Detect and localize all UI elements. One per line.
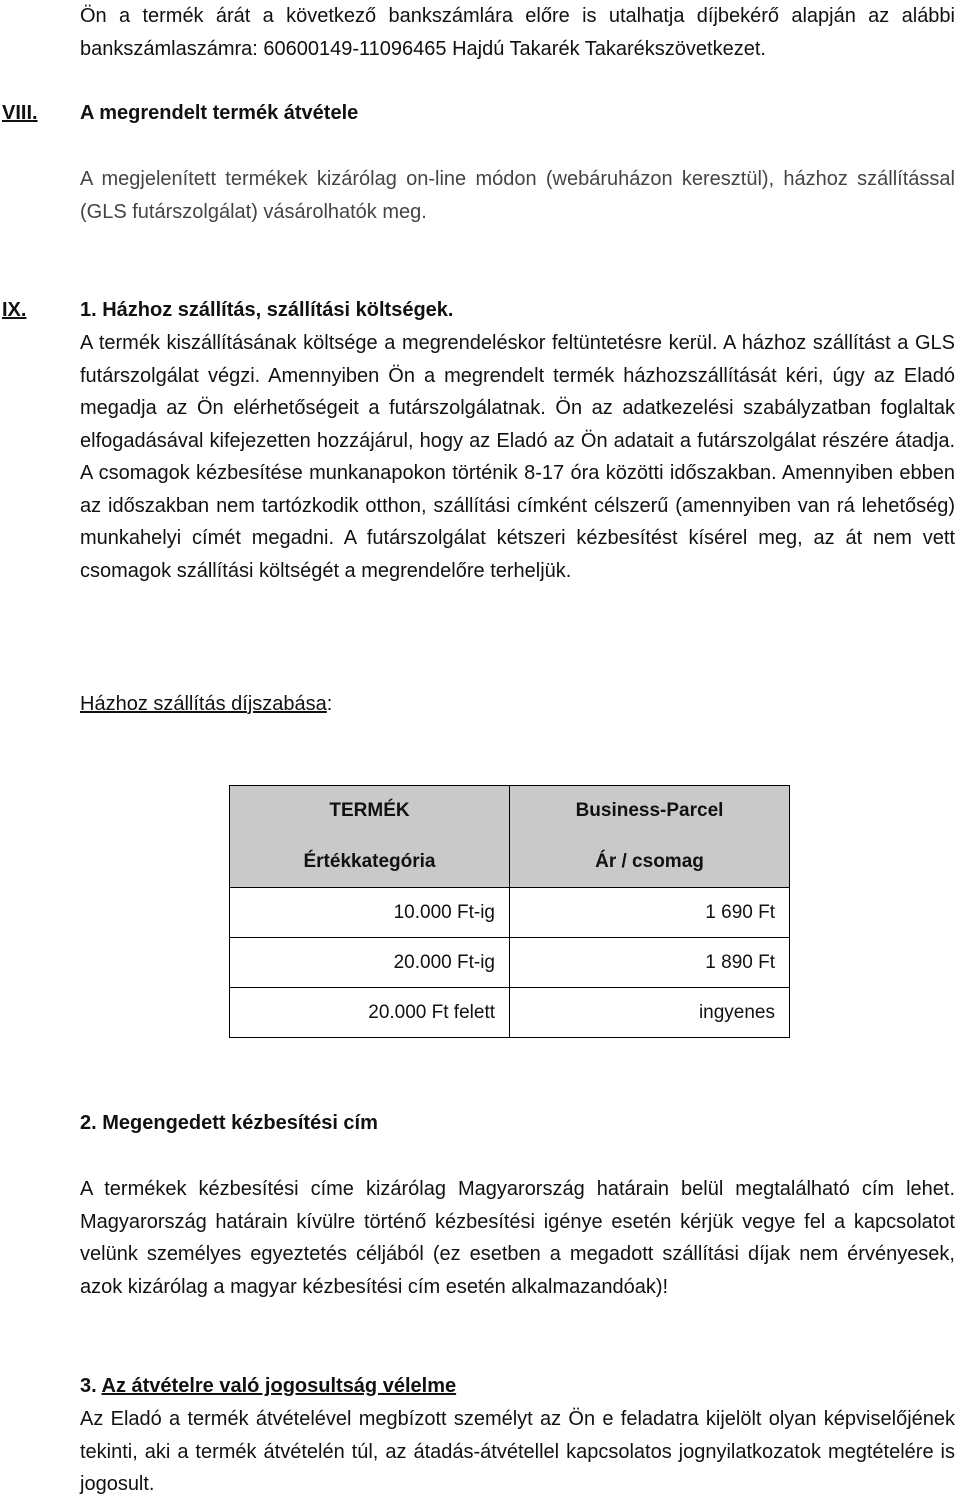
table-header-cell: Értékkategória xyxy=(230,837,510,888)
subsection-3-title xyxy=(80,1370,955,1403)
table-cell: 20.000 Ft-ig xyxy=(230,938,510,988)
table-header-cell: TERMÉK xyxy=(230,786,510,837)
table-cell: 10.000 Ft-ig xyxy=(230,888,510,938)
table-cell: 1 690 Ft xyxy=(510,888,790,938)
fee-heading-colon: : xyxy=(326,693,333,715)
subsection-2-title xyxy=(80,1107,955,1140)
section-8-marker: VIII. xyxy=(2,102,38,124)
table-row xyxy=(230,888,790,938)
subsection-2-number: 2. xyxy=(80,1112,97,1134)
table-cell: ingyenes xyxy=(510,988,790,1038)
subsection-3-body: Az Eladó a termék átvételével megbízott személyt az Ön e feladatra kijelölt olyan képviselőjének tekinti, aki a termék átvételén túl, az átadás-átvétellel kapcsolatos jognyilatkozatok megtételére is jogosult. xyxy=(80,1408,955,1495)
shipping-fee-table xyxy=(229,785,790,1038)
section-8-body: A megjelenített termékek kizárólag on-line módon (webáruházon keresztül), házhoz szállítással (GLS futárszolgálat) vásárolhatók meg. xyxy=(80,168,955,223)
section-9-marker: IX. xyxy=(2,299,27,321)
table-header-row xyxy=(230,786,790,837)
subsection-1-body: A termék kiszállításának költsége a megrendeléskor feltüntetésre kerül. A házhoz szállítást a GLS futárszolgálat végzi. Amennyiben Ön a megrendelt termék házhozszállítását kéri, úgy az Eladó megadja az Ön elérhetőségeit a futárszolgálatnak. Ön az adatkezelési szabályzatban foglaltak elfogadásával kifejezetten hozzájárul, hogy az Eladó az Ön adatait a futárszolgálat részére átadja. A csomagok kézbesítése munkanapokon történik 8-17 óra közötti időszakban. Amennyiben ebben az időszakban nem tartózkodik otthon, szállítási címként célszerű (amennyiben van rá lehetőség) munkahelyi címét megadni. A futárszolgálat kétszeri kézbesítést kísérel meg, az át nem vett csomagok szállítási költségét a megrendelőre terheljük. xyxy=(80,332,955,582)
table-header-cell: Business-Parcel xyxy=(510,786,790,837)
table-header-row xyxy=(230,837,790,888)
subsection-2-title-text: Megengedett kézbesítési cím xyxy=(102,1112,378,1134)
table-cell: 1 890 Ft xyxy=(510,938,790,988)
intro-paragraph: Ön a termék árát a következő bankszámlára előre is utalhatja díjbekérő alapján az alábbi bankszámlaszámra: 60600149-11096465 Hajdú Takarék Takarékszövetkezet. xyxy=(80,5,955,60)
subsection-3-number: 3. xyxy=(80,1375,97,1397)
subsection-1-title: 1. Házhoz szállítás, szállítási költségek. xyxy=(80,299,454,321)
table-row xyxy=(230,988,790,1038)
subsection-2-body: A termékek kézbesítési címe kizárólag Magyarország határain belül megtalálható cím lehet. Magyarország határain kívülre történő kézbesítési igénye esetén kérjük vegye fel a kapcsolatot velünk személyes egyeztetés céljából (ez esetben a megadott szállítási díjak nem érvényesek, azok kizárólag a magyar kézbesítési cím esetén alkalmazandóak)! xyxy=(80,1178,955,1298)
fee-heading-text: Házhoz szállítás díjszabása xyxy=(80,693,327,715)
section-8-title: A megrendelt termék átvétele xyxy=(80,102,359,124)
fee-heading xyxy=(80,688,955,721)
subsection-3-title-text: Az átvételre való jogosultság vélelme xyxy=(101,1375,457,1397)
table-header-cell: Ár / csomag xyxy=(510,837,790,888)
table-cell: 20.000 Ft felett xyxy=(230,988,510,1038)
table-row xyxy=(230,938,790,988)
